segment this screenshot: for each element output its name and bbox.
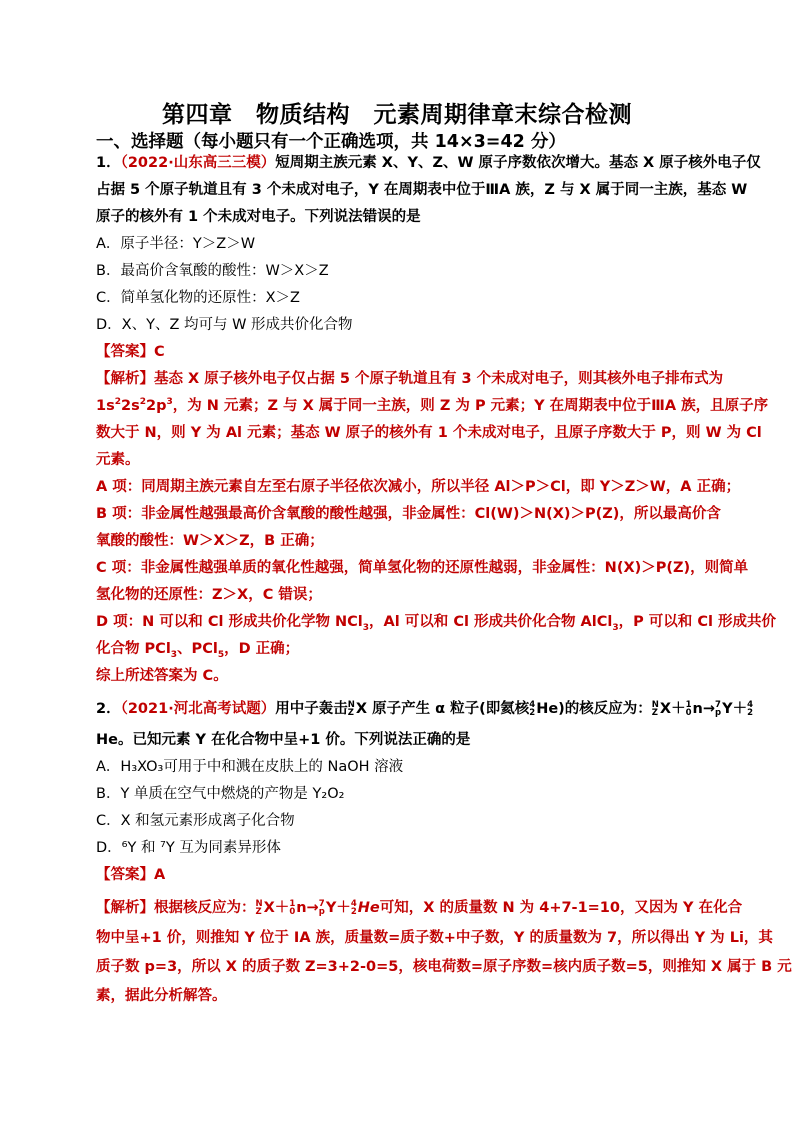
nuclide-y	[715, 701, 721, 717]
mass-number: N	[651, 700, 659, 710]
nuclide-y	[319, 900, 325, 916]
q1-analysis-line-3: 数大于 N，则 Y 为 Al 元素；基态 W 原子的核外有 1 个未成对电子，且原子序数大于 P，则 W 为 Cl	[96, 425, 762, 441]
q1-item-d-text: 化合物 PCl	[96, 641, 171, 657]
q1-stem-line-1	[96, 153, 761, 173]
q1-analysis-line-2	[96, 396, 769, 416]
q1-analysis-1: 基态 X 原子核外电子仅占据 5 个原子轨道且有 3 个未成对电子，则其核外电子排布式为	[154, 371, 724, 387]
q1-option-d: D．X、Y、Z 均可与 W 形成共价化合物	[96, 317, 353, 333]
mass-number: 4	[350, 899, 357, 909]
atomic-number: 2	[747, 708, 754, 718]
mass-number: 7	[715, 700, 721, 710]
q1-item-a: A 项：同周期主族元素自左至右原子半径依次减小，所以半径 Al＞P＞Cl，即 Y＞Z＞W，A 正确；	[96, 479, 741, 495]
atomic-number: Z	[255, 907, 262, 917]
q2-option-a: A．H₃XO₃可用于中和溅在皮肤上的 NaOH 溶液	[96, 759, 404, 775]
atomic-number: Z	[651, 708, 658, 718]
q1-item-d-text: ，D 正确；	[224, 641, 300, 657]
atomic-number: Z	[347, 708, 354, 718]
q2-option-c: C．X 和氢元素形成离子化合物	[96, 813, 295, 829]
section-heading: 一、选择题（每小题只有一个正确选项，共 14×3=42 分）	[96, 132, 566, 152]
q1-analysis-2: ，为 N 元素；Z 与 X 属于同一主族，则 Z 为 P 元素；Y 在周期表中位于ⅢA 族，且原子序	[172, 398, 769, 414]
nuclide-he	[351, 900, 357, 916]
nuclide-x	[256, 900, 263, 916]
q2-stem-text: 用中子轰击	[275, 701, 348, 717]
q1-analysis-line-4: 元素。	[96, 452, 140, 468]
mass-number: 4	[529, 700, 536, 710]
nuclide-nz	[348, 701, 355, 717]
nuclide-he-2	[747, 701, 753, 717]
q1-number: 1．	[96, 155, 121, 171]
subscript: 3	[170, 649, 178, 660]
atomic-number: 0	[289, 907, 296, 917]
q2-stem-text: He)的核反应为：	[536, 701, 652, 717]
nuclide-n	[289, 900, 295, 916]
atomic-number: p	[715, 708, 722, 718]
atomic-number: p	[318, 907, 325, 917]
mass-number: 4	[747, 700, 754, 710]
q2-number: 2．	[96, 701, 121, 717]
mass-number: 1	[289, 899, 296, 909]
page-title: 第四章 物质结构 元素周期律章末综合检测	[162, 102, 632, 128]
q2-stem-text: X＋	[659, 701, 686, 717]
q2-analysis-text: Y＋	[325, 900, 351, 916]
q2-stem-line-2: He。已知元素 Y 在化合物中呈+1 价。下列说法正确的是	[96, 732, 471, 748]
q2-analysis-text: 可知，X 的质量数 N 为 4+7-1=10，又因为 Y 在化合	[379, 900, 743, 916]
q2-analysis-line-4: 素，据此分析解答。	[96, 988, 227, 1004]
q2-answer-label: 【答案】	[96, 867, 154, 883]
q1-stem-line-2: 占据 5 个原子轨道且有 3 个未成对电子，Y 在周期表中位于ⅢA 族，Z 与 X 属于同一主族，基态 W	[96, 182, 748, 198]
q2-option-d: D．⁶Y 和 ⁷Y 互为同素异形体	[96, 840, 281, 856]
q1-item-d-1	[96, 612, 777, 633]
q2-analysis-text: 根据核反应为：	[154, 900, 256, 916]
config-2s: 2s	[121, 398, 140, 414]
q2-analysis-text: X＋	[263, 900, 290, 916]
atomic-number: 2	[529, 708, 536, 718]
subscript: 3	[362, 622, 370, 633]
mass-number: 1	[685, 700, 692, 710]
q1-item-c-2: 氢化物的还原性：Z＞X，C 错误；	[96, 587, 322, 603]
subscript: 5	[217, 649, 225, 660]
atomic-number: 2	[350, 907, 357, 917]
helium-symbol: He	[357, 900, 380, 916]
nuclide-he	[529, 701, 535, 717]
config-sup: 2	[114, 397, 121, 408]
q2-analysis-label: 【解析】	[96, 900, 154, 916]
q2-stem-text: X 原子产生 α 粒子(即氦核	[355, 701, 530, 717]
mass-number: N	[255, 899, 263, 909]
q1-item-d-text: 、PCl	[177, 641, 218, 657]
q2-analysis-line-2: 物中呈+1 价，则推知 Y 位于 IA 族，质量数=质子数+中子数，Y 的质量数为 7，所以得出 Y 为 Li，其	[96, 930, 773, 946]
q2-stem-text: n→	[692, 701, 716, 717]
mass-number: N	[347, 700, 355, 710]
nuclide-n	[686, 701, 692, 717]
q1-item-d-text: ，P 可以和 Cl 形成共价	[618, 614, 777, 630]
q1-answer-value: C	[154, 344, 165, 360]
q1-answer	[96, 342, 706, 362]
q1-option-a: A．原子半径：Y＞Z＞W	[96, 236, 256, 252]
q1-option-b: B．最高价含氧酸的酸性：W＞X＞Z	[96, 263, 329, 279]
q1-conclusion: 综上所述答案为 C。	[96, 668, 228, 684]
q1-item-b-2: 氧酸的酸性：W＞X＞Z，B 正确；	[96, 533, 324, 549]
config-1s: 1s	[96, 398, 115, 414]
q1-answer-label: 【答案】	[96, 344, 154, 360]
q2-stem-line-1	[96, 699, 754, 719]
q1-item-d-2	[96, 639, 706, 659]
q2-analysis-text: n→	[296, 900, 319, 916]
q2-stem-text: Y＋	[722, 701, 748, 717]
q2-answer-value: A	[154, 867, 166, 883]
subscript: 3	[612, 622, 619, 633]
q2-source: （2021·河北高考试题）	[120, 701, 276, 717]
mass-number: 7	[318, 899, 325, 909]
q2-analysis-line-1	[96, 898, 743, 918]
q1-analysis-label: 【解析】	[96, 371, 154, 387]
q2-option-b: B．Y 单质在空气中燃烧的产物是 Y₂O₂	[96, 786, 345, 802]
config-sup: 3	[166, 397, 173, 408]
q1-item-d-text: ，Al 可以和 Cl 形成共价化合物 AlCl	[369, 614, 613, 630]
q1-item-b-1: B 项：非金属性越强最高价含氧酸的酸性越强，非金属性：Cl(W)＞N(X)＞P(Z)，所以最高价含	[96, 506, 721, 522]
config-sup: 2	[139, 397, 146, 408]
q1-stem-1: 短周期主族元素 X、Y、Z、W 原子序数依次增大。基态 X 原子核外电子仅	[275, 155, 761, 171]
q1-source: （2022·山东高三三模）	[120, 155, 276, 171]
q1-stem-line-3: 原子的核外有 1 个未成对电子。下列说法错误的是	[96, 209, 421, 225]
q1-item-d-text: D 项：N 可以和 Cl 形成共价化学物 NCl	[96, 614, 363, 630]
nuclide-x	[652, 701, 659, 717]
q1-analysis-line-1	[96, 369, 724, 389]
q1-item-c-1: C 项：非金属性越强单质的氧化性越强，简单氢化物的还原性越弱，非金属性：N(X)＞P(Z)，则简单	[96, 560, 749, 576]
config-2p: 2p	[146, 398, 167, 414]
q2-analysis-line-3: 质子数 p=3，所以 X 的质子数 Z=3+2-0=5，核电荷数=原子序数=核内质子数=5，则推知 X 属于 B 元	[96, 959, 792, 975]
q1-option-c: C．简单氢化物的还原性：X＞Z	[96, 290, 300, 306]
atomic-number: 0	[685, 708, 692, 718]
q2-answer	[96, 865, 706, 885]
